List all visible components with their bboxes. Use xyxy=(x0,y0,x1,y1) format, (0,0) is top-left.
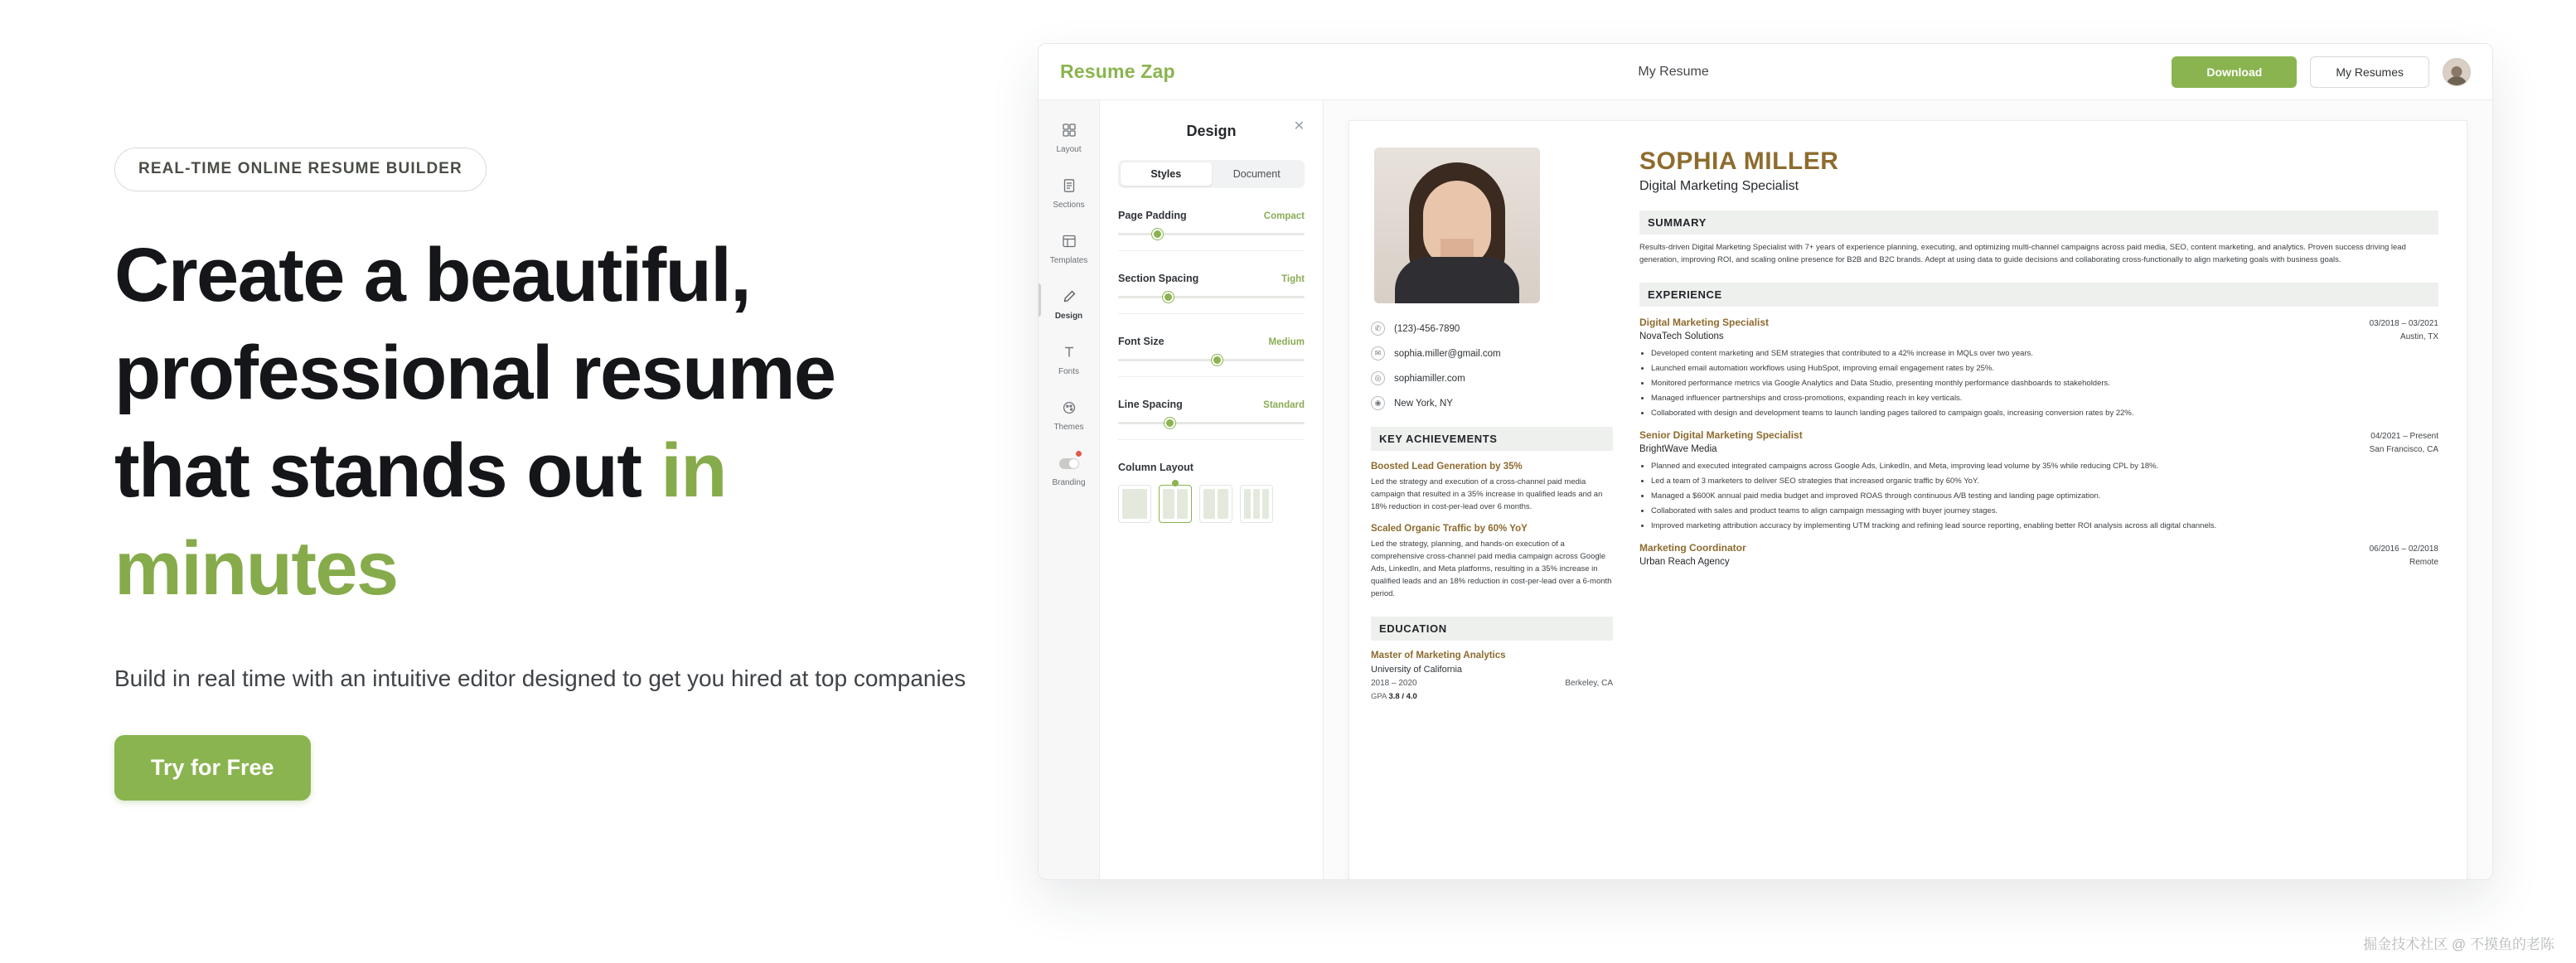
design-panel-header xyxy=(1118,117,1305,145)
branding-toggle-icon[interactable] xyxy=(1059,453,1079,473)
slider-page-padding[interactable] xyxy=(1118,233,1305,235)
hero-badge: REAL-TIME ONLINE RESUME BUILDER xyxy=(114,148,487,191)
control-label-section-spacing: Section Spacing xyxy=(1118,273,1199,284)
sidebar-label-sections: Sections xyxy=(1053,201,1085,210)
divider xyxy=(1118,439,1305,440)
achievement-item xyxy=(1371,462,1613,513)
achievement-body-1: Led the strategy and execution of a cross-channel paid media campaign that resulted in a 35% increase in qualified leads and an 18% reduction in cost-per-lead over 6 months. xyxy=(1371,477,1603,511)
app-body xyxy=(1039,100,2492,880)
headline-line-2: professional resume xyxy=(114,331,835,415)
page-title xyxy=(114,226,993,617)
experience-company-2: BrightWave Media xyxy=(1639,444,1717,454)
experience-bullet: • Managed a $600K annual paid media budget and improved ROAS through continuous A/B testing and landing page optimization. xyxy=(1651,490,2438,502)
sidebar-item-fonts[interactable] xyxy=(1039,342,1099,376)
achievement-title-2: Scaled Organic Traffic by 60% YoY xyxy=(1371,524,1528,534)
headline-accent-in: in xyxy=(661,428,726,513)
control-value-section-spacing: Tight xyxy=(1281,274,1305,284)
sidebar-label-fonts: Fonts xyxy=(1058,367,1079,376)
experience-bullet: • Launched email automation workflows using HubSpot, improving email engagement rates by 25%. xyxy=(1651,362,2438,375)
hero-section xyxy=(114,148,1043,801)
experience-location-3: Remote xyxy=(2409,558,2438,567)
sidebar-item-design[interactable] xyxy=(1039,287,1099,321)
close-icon[interactable]: ✕ xyxy=(1293,119,1305,133)
experience-company-1: NovaTech Solutions xyxy=(1639,331,1724,341)
templates-icon xyxy=(1059,231,1079,251)
sidebar-label-templates: Templates xyxy=(1049,256,1088,265)
experience-date-1: 03/2018 – 03/2021 xyxy=(2369,319,2438,328)
experience-date-2: 04/2021 – Present xyxy=(2370,432,2438,441)
contact-location xyxy=(1371,396,1613,410)
experience-bullet: • Managed influencer partnerships and cross-promotions, expanding reach in key verticals. xyxy=(1651,392,2438,404)
control-section-spacing xyxy=(1118,273,1305,298)
sidebar-label-branding: Branding xyxy=(1052,478,1086,487)
experience-bullet: • Monitored performance metrics via Google Analytics and Data Studio, presenting monthly performance dashboards to stakeholders. xyxy=(1651,377,2438,390)
contact-email-value: sophia.miller@gmail.com xyxy=(1394,348,1501,359)
resume-right-column xyxy=(1631,143,2467,880)
sidebar-label-themes: Themes xyxy=(1053,423,1084,432)
sidebar-item-templates[interactable] xyxy=(1039,231,1099,265)
achievement-item xyxy=(1371,524,1613,600)
contact-phone-value: (123)-456-7890 xyxy=(1394,323,1460,334)
sidebar-item-sections[interactable] xyxy=(1039,176,1099,210)
column-layout-options xyxy=(1118,485,1305,523)
experience-date-3: 06/2016 – 02/2018 xyxy=(2369,544,2438,554)
experience-bullet: • Planned and executed integrated campaigns across Google Ads, LinkedIn, and Meta, improving lead volume by 35% while reducing CPL by 18%. xyxy=(1651,460,2438,472)
experience-bullet: • Improved marketing attribution accuracy by implementing UTM tracking and refining lead source reporting, enabling better ROI analysis across all digital channels. xyxy=(1651,520,2438,532)
my-resumes-button[interactable]: My Resumes xyxy=(2310,56,2429,88)
education-years: 2018 – 2020 xyxy=(1371,679,1417,688)
resume-left-column xyxy=(1349,143,1631,880)
contact-location-value: New York, NY xyxy=(1394,398,1453,409)
control-column-layout xyxy=(1118,462,1305,523)
column-option-4[interactable] xyxy=(1240,485,1273,523)
contact-phone xyxy=(1371,322,1613,336)
headline-accent-minutes: minutes xyxy=(114,526,398,611)
experience-bullet: • Developed content marketing and SEM strategies that contributed to a 42% increase in MQLs over two years. xyxy=(1651,347,2438,360)
achievement-body-2: Led the strategy, planning, and hands-on execution of a comprehensive cross-channel paid media campaign across Google Ads, LinkedIn, and Meta platforms, resulting in a 35% increase in qualified leads and an 18% reduction in cost-per-lead over a 6-month period. xyxy=(1371,540,1612,598)
experience-location-2: San Francisco, CA xyxy=(2369,445,2438,454)
profile-photo xyxy=(1374,148,1540,303)
download-button[interactable]: Download xyxy=(2172,56,2297,88)
education-location: Berkeley, CA xyxy=(1565,679,1613,688)
experience-bullets-2 xyxy=(1651,460,2438,532)
experience-bullet: • Led a team of 3 marketers to deliver SEO strategies that increased organic traffic by 60% YoY. xyxy=(1651,475,2438,487)
phone-icon: ✆ xyxy=(1371,322,1385,336)
mail-icon: ✉ xyxy=(1371,346,1385,361)
divider xyxy=(1118,376,1305,377)
app-window xyxy=(1038,43,2493,880)
divider xyxy=(1118,313,1305,314)
sections-icon xyxy=(1059,176,1079,196)
layout-icon xyxy=(1059,120,1079,140)
experience-title-2: Senior Digital Marketing Specialist xyxy=(1639,429,1803,441)
location-icon: ◉ xyxy=(1371,396,1385,410)
resume-sheet xyxy=(1349,120,2467,880)
contact-email xyxy=(1371,346,1613,361)
experience-item xyxy=(1639,429,2438,532)
education-degree: Master of Marketing Analytics xyxy=(1371,651,1506,661)
education-school: University of California xyxy=(1371,665,1463,675)
education-gpa-value: 3.8 / 4.0 xyxy=(1388,692,1417,701)
control-label-page-padding: Page Padding xyxy=(1118,210,1187,221)
control-page-padding xyxy=(1118,210,1305,235)
column-option-3[interactable] xyxy=(1199,485,1232,523)
experience-location-1: Austin, TX xyxy=(2400,332,2438,341)
column-option-1[interactable] xyxy=(1118,485,1151,523)
control-line-spacing xyxy=(1118,399,1305,424)
education-gpa xyxy=(1371,692,1613,701)
contact-list xyxy=(1371,322,1613,410)
contact-website-value: sophiamiller.com xyxy=(1394,373,1465,384)
sidebar-item-layout[interactable] xyxy=(1039,120,1099,154)
experience-item xyxy=(1639,317,2438,419)
section-experience-title: EXPERIENCE xyxy=(1639,283,2438,307)
control-font-size xyxy=(1118,336,1305,361)
design-panel xyxy=(1100,100,1324,880)
slider-font-size[interactable] xyxy=(1118,359,1305,361)
column-option-2-selected[interactable] xyxy=(1159,485,1192,523)
contact-website xyxy=(1371,371,1613,385)
sidebar-item-branding[interactable] xyxy=(1039,453,1099,487)
resume-summary-body: Results-driven Digital Marketing Specialist with 7+ years of experience planning, executing, and optimizing multi-channel campaigns across paid media, SEO, content marketing, and analytics. Proven success driving lead generation, improving ROI, and scaling online presence for B2B and B2C brands. Adept at using data to guide decisions and collaborating cross-functionally to align marketing goals with business goals. xyxy=(1639,243,2406,264)
tab-styles[interactable]: Styles xyxy=(1121,162,1212,186)
experience-title-1: Digital Marketing Specialist xyxy=(1639,317,1770,328)
divider xyxy=(1118,250,1305,251)
slider-line-spacing[interactable] xyxy=(1118,422,1305,424)
resume-role: Digital Marketing Specialist xyxy=(1639,179,1799,193)
control-value-page-padding: Compact xyxy=(1263,211,1305,221)
achievement-title-1: Boosted Lead Generation by 35% xyxy=(1371,462,1523,472)
section-education-title: EDUCATION xyxy=(1371,617,1613,641)
headline-line-3: that stands out xyxy=(114,428,661,513)
avatar[interactable] xyxy=(2443,58,2471,86)
experience-company-3: Urban Reach Agency xyxy=(1639,557,1730,567)
section-summary-title: SUMMARY xyxy=(1639,211,2438,235)
app-topbar xyxy=(1039,44,2492,100)
fonts-icon xyxy=(1059,342,1079,362)
resume-name: SOPHIA MILLER xyxy=(1639,148,1839,175)
experience-bullet: • Collaborated with sales and product teams to align campaign messaging with buyer journey stages. xyxy=(1651,505,2438,517)
control-label-font-size: Font Size xyxy=(1118,336,1165,347)
design-tabs xyxy=(1118,160,1305,188)
experience-bullet: • Collaborated with design and development teams to launch landing pages tailored to campaign goals, increasing conversion rates by 22%. xyxy=(1651,407,2438,419)
control-value-line-spacing: Standard xyxy=(1263,400,1305,410)
experience-bullets-1 xyxy=(1651,347,2438,419)
design-icon xyxy=(1059,287,1079,307)
app-logo[interactable]: Resume Zap xyxy=(1060,60,1175,82)
topbar-actions xyxy=(2172,56,2471,88)
sidebar-label-layout: Layout xyxy=(1056,145,1082,154)
education-gpa-label: GPA xyxy=(1371,692,1387,701)
sidebar-item-themes[interactable] xyxy=(1039,398,1099,432)
experience-title-3: Marketing Coordinator xyxy=(1639,542,1746,554)
tab-document[interactable]: Document xyxy=(1232,168,1281,180)
watermark: 掘金技术社区 @ 不摸鱼的老陈 xyxy=(2363,936,2554,952)
section-key-achievements-title: KEY ACHIEVEMENTS xyxy=(1371,427,1613,451)
sidebar-label-design: Design xyxy=(1054,312,1083,321)
left-rail xyxy=(1039,100,1100,880)
globe-icon: ◎ xyxy=(1371,371,1385,385)
hero-subtitle: Build in real time with an intuitive editor designed to get you hired at top companies xyxy=(114,665,966,691)
themes-icon xyxy=(1059,398,1079,418)
experience-item xyxy=(1639,542,2438,567)
design-panel-title: Design xyxy=(1186,122,1237,139)
control-label-column-layout: Column Layout xyxy=(1118,462,1194,473)
document-title: My Resume xyxy=(1638,64,1709,79)
resume-canvas[interactable] xyxy=(1324,100,2492,880)
control-label-line-spacing: Line Spacing xyxy=(1118,399,1183,410)
education-meta xyxy=(1371,679,1613,688)
headline-line-1: Create a beautiful, xyxy=(114,233,751,317)
slider-section-spacing[interactable] xyxy=(1118,296,1305,298)
control-value-font-size: Medium xyxy=(1268,337,1305,347)
try-for-free-button[interactable]: Try for Free xyxy=(114,735,311,801)
